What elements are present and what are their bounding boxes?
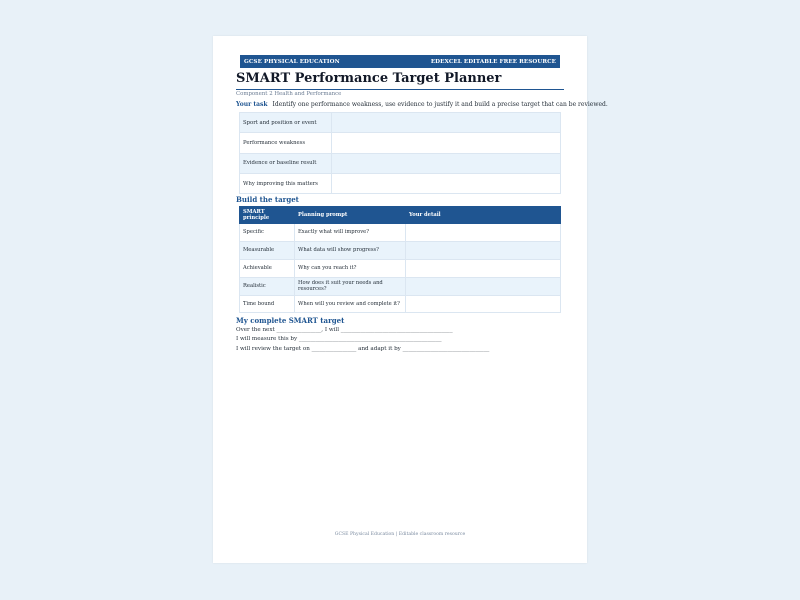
info-value-field[interactable] bbox=[332, 133, 561, 153]
smart-principle: Specific bbox=[240, 224, 295, 242]
smart-principle: Measurable bbox=[240, 241, 295, 259]
target-line-measure[interactable]: I will measure this by ___________________________________________________ bbox=[236, 336, 442, 343]
target-line-over-next[interactable]: Over the next ________________, I will ________________________________________ bbox=[236, 327, 453, 333]
table-row bbox=[240, 133, 561, 153]
target-line-review[interactable]: I will review the target on ________________ and adapt it by _______________________________ bbox=[236, 345, 490, 352]
info-label: Performance weakness bbox=[240, 133, 332, 153]
table-row bbox=[240, 259, 561, 277]
smart-table bbox=[239, 206, 561, 313]
table-row bbox=[240, 173, 561, 193]
table-row bbox=[240, 277, 561, 295]
task-text: Identify one performance weakness, use evidence to justify it and build a precise target that can be reviewed. bbox=[272, 101, 608, 108]
smart-principle: Time bound bbox=[240, 295, 295, 313]
worksheet-page bbox=[213, 36, 608, 563]
table-row bbox=[240, 113, 561, 133]
info-value-field[interactable] bbox=[332, 113, 561, 133]
detail-field[interactable] bbox=[406, 277, 561, 295]
planning-prompt: Exactly what will improve? bbox=[295, 224, 406, 242]
planning-prompt: When will you review and complete it? bbox=[295, 295, 406, 313]
info-label: Evidence or baseline result bbox=[240, 153, 332, 173]
detail-field[interactable] bbox=[406, 241, 561, 259]
info-value-field[interactable] bbox=[332, 153, 561, 173]
page-title: SMART Performance Target Planner bbox=[236, 71, 502, 86]
info-label: Sport and position or event bbox=[240, 113, 332, 133]
task-label: Your task bbox=[236, 101, 268, 108]
planning-prompt: What data will show progress? bbox=[295, 241, 406, 259]
build-target-heading: Build the target bbox=[236, 195, 299, 204]
smart-principle: Realistic bbox=[240, 277, 295, 295]
column-header: SMART principle bbox=[240, 207, 295, 224]
detail-field[interactable] bbox=[406, 295, 561, 313]
planning-prompt: How does it suit your needs and resources? bbox=[295, 277, 406, 295]
header-subject: GCSE PHYSICAL EDUCATION bbox=[244, 58, 340, 65]
info-label: Why improving this matters bbox=[240, 173, 332, 193]
page-subtitle: Component 2 Health and Performance bbox=[236, 91, 342, 97]
planning-prompt: Why can you reach it? bbox=[295, 259, 406, 277]
table-row bbox=[240, 153, 561, 173]
page-footer: GCSE Physical Education | Editable classroom resource bbox=[334, 532, 466, 537]
column-header: Planning prompt bbox=[295, 207, 406, 224]
table-row bbox=[240, 224, 561, 242]
task-instruction bbox=[236, 101, 608, 108]
info-value-field[interactable] bbox=[332, 173, 561, 193]
complete-target-heading: My complete SMART target bbox=[236, 316, 345, 325]
detail-field[interactable] bbox=[406, 224, 561, 242]
complete-target-lines bbox=[236, 326, 489, 354]
header-bar bbox=[240, 55, 560, 68]
header-board: EDEXCEL EDITABLE FREE RESOURCE bbox=[430, 58, 556, 65]
title-divider bbox=[236, 89, 564, 90]
info-table bbox=[239, 112, 561, 194]
table-header-row bbox=[240, 207, 561, 224]
detail-field[interactable] bbox=[406, 259, 561, 277]
table-row bbox=[240, 241, 561, 259]
table-row bbox=[240, 295, 561, 313]
smart-principle: Achievable bbox=[240, 259, 295, 277]
column-header: Your detail bbox=[406, 207, 561, 224]
